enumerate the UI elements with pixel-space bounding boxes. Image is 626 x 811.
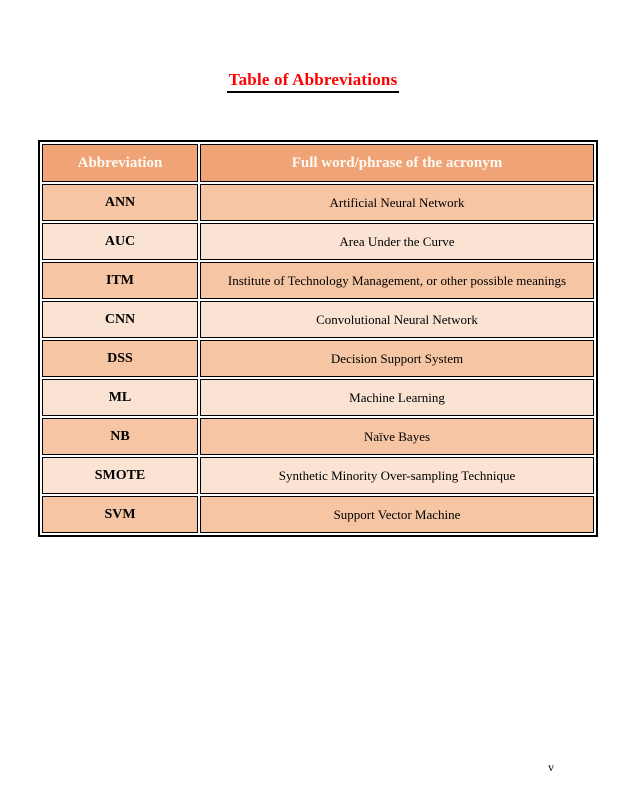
table-row — [42, 184, 594, 221]
abbreviation-cell: NB — [42, 418, 198, 455]
full-phrase-cell: Decision Support System — [200, 340, 594, 377]
table-header-row — [42, 144, 594, 182]
abbreviation-cell: ML — [42, 379, 198, 416]
table-row — [42, 418, 594, 455]
abbreviation-cell: AUC — [42, 223, 198, 260]
abbreviation-cell: ITM — [42, 262, 198, 299]
title-block — [0, 70, 626, 93]
header-abbreviation: Abbreviation — [42, 144, 198, 182]
full-phrase-cell: Synthetic Minority Over-sampling Technique — [200, 457, 594, 494]
abbreviation-cell: SMOTE — [42, 457, 198, 494]
abbreviation-cell: SVM — [42, 496, 198, 533]
table-row — [42, 379, 594, 416]
abbreviation-cell: DSS — [42, 340, 198, 377]
abbreviations-table — [38, 140, 598, 537]
full-phrase-cell: Institute of Technology Management, or other possible meanings — [200, 262, 594, 299]
abbreviation-cell: CNN — [42, 301, 198, 338]
full-phrase-cell: Machine Learning — [200, 379, 594, 416]
table-row — [42, 223, 594, 260]
table-row — [42, 301, 594, 338]
table-row — [42, 340, 594, 377]
table-row — [42, 262, 594, 299]
page-title: Table of Abbreviations — [227, 70, 400, 93]
full-phrase-cell: Area Under the Curve — [200, 223, 594, 260]
full-phrase-cell: Convolutional Neural Network — [200, 301, 594, 338]
table-row — [42, 496, 594, 533]
page-number: v — [548, 760, 554, 774]
table-row — [42, 457, 594, 494]
full-phrase-cell: Support Vector Machine — [200, 496, 594, 533]
full-phrase-cell: Artificial Neural Network — [200, 184, 594, 221]
header-full-phrase: Full word/phrase of the acronym — [200, 144, 594, 182]
abbreviation-cell: ANN — [42, 184, 198, 221]
abbrev-table-body — [42, 184, 594, 533]
full-phrase-cell: Naïve Bayes — [200, 418, 594, 455]
